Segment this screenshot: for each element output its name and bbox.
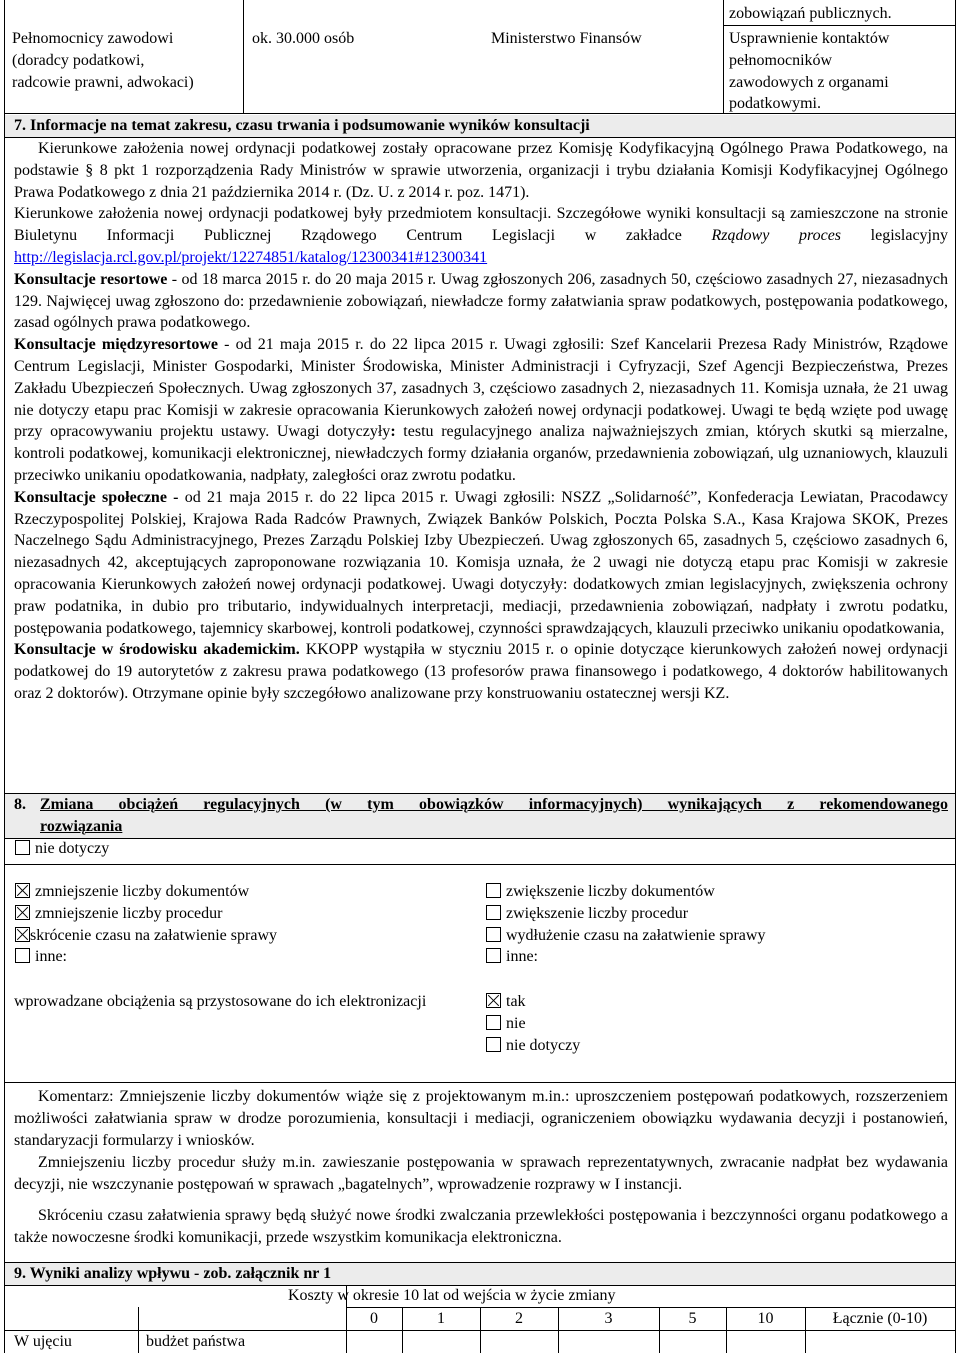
right-options — [486, 881, 765, 968]
text: - od 18 marca 2015 r. do 20 maja 2015 r. Uwag zgłoszonych 206, zasadnych 50, częściowo zasadnych 27, niezasadnych 129. Najwięcej uwag zgłoszono do: przedawnienie zobowiązań, niewładcze formy załatwiania spraw podatkowych, postępowania podatkowego, zasad ogólnych prawa podatkowego. — [14, 270, 949, 332]
nie-dotyczy-option[interactable] — [15, 838, 109, 860]
option-label: zwiększenie liczby procedur — [506, 904, 689, 922]
cell-line: pełnomocników — [729, 51, 833, 69]
option-row[interactable] — [486, 1035, 580, 1057]
section-7-body — [14, 138, 948, 705]
comment-paragraph: Zmniejszeniu liczby procedur służy m.in. zawieszanie postępowania w sprawach reprezentatywnych, zwracanie nadpłat bez wydawania decyzji, nie wszczynanie postępowań w sprawach „bagatelnych”, wprowadzenie rozprawy w I instancji. — [14, 1154, 948, 1194]
paragraph-results — [14, 203, 948, 268]
bold-label: Konsultacje w środowisku akademickim. — [14, 641, 300, 659]
table-cell-effect — [729, 28, 889, 115]
option-label: nie dotyczy — [506, 1036, 581, 1054]
option-label: zmniejszenie liczby dokumentów — [35, 883, 250, 900]
option-row[interactable] — [15, 903, 277, 925]
table-cell-count: ok. 30.000 osób — [252, 30, 355, 47]
checkbox-checked[interactable] — [15, 905, 30, 920]
checkbox[interactable] — [15, 948, 30, 963]
section-9-heading: 9. Wyniki analizy wpływu - zob. załącznik nr 1 — [5, 1263, 955, 1285]
option-row[interactable] — [15, 946, 277, 968]
text: - od 21 maja 2015 r. do 22 lipca 2015 r. Uwagi zgłosili: Szef Kancelarii Prezesa Rady Ministrów, Rządowe Centrum Legislacji, Minister Gospodarki, Minister Środowiska, Minister Administracji i Cyfryzacji, Szef Agencji Bezpieczeństwa, Prezes Zakładu Ubezpieczeń Społecznych. Uwag zgłoszonych 37, zasadnych 3, częściowo zasadnych 2, niezasadnych 11. Komisja uznała, że 21 uwag nie dotyczy etapu prac Komisji w zakresie opracowania Kierunkowych założeń nowej ordynacji podatkowej. Uwagi te będą wzięte pod uwagę przy opracowywaniu projektu ustawy. Uwagi dotyczyły — [14, 336, 949, 441]
option-row[interactable] — [486, 903, 765, 925]
option-label: zmniejszenie liczby procedur — [35, 904, 223, 922]
bip-link[interactable]: http://legislacja.rcl.gov.pl/projekt/12274851/katalog/12300341#12300341 — [14, 248, 488, 266]
checkbox[interactable] — [486, 948, 501, 963]
checkbox-checked[interactable] — [486, 993, 501, 1008]
section-7-heading: 7. Informacje na temat zakresu, czasu trwania i podsumowanie wyników konsultacji — [5, 115, 955, 137]
checkbox[interactable] — [486, 905, 501, 920]
divider — [4, 838, 956, 839]
bold-label: Konsultacje międzyresortowe — [14, 336, 219, 354]
option-label: inne: — [506, 948, 538, 966]
elektronizacja-label: wprowadzane obciążenia są przystosowane do ich elektronizacji — [14, 993, 427, 1010]
checkbox-checked[interactable] — [15, 883, 30, 898]
table-cell-stakeholder — [12, 28, 194, 93]
year-header: 1 — [437, 1310, 445, 1327]
checkbox[interactable] — [486, 1037, 501, 1052]
paragraph-intro: Kierunkowe założenia nowej ordynacji podatkowej zostały opracowane przez Komisję Kodyfikacyjną Ogólnego Prawa Podatkowego, na podstawie § 8 pkt 1 rozporządzenia Rady Ministrów w sprawie utworzenia, organizacji i trybu działania Komisji Kodyfikacyjnej Ogólnego Prawa Podatkowego z dnia 21 października 2014 r. (Dz. U. z 2014 r. poz. 1471). — [14, 140, 948, 201]
option-row[interactable] — [486, 925, 765, 947]
table-divider — [243, 0, 244, 113]
year-header: 3 — [604, 1310, 613, 1327]
title-line: Zmiana obciążeń regulacyjnych (w tym obowiązków informacyjnych) wynikających z rekomendowanego — [40, 796, 948, 813]
komentarz — [14, 1086, 948, 1249]
option-row[interactable] — [486, 991, 580, 1013]
left-options — [15, 881, 277, 968]
title-line: rozwiązania — [40, 817, 123, 835]
option-row[interactable] — [15, 881, 277, 903]
table-cell-source: Ministerstwo Finansów — [491, 30, 642, 47]
year-header: 10 — [757, 1310, 774, 1327]
option-row[interactable] — [486, 1013, 580, 1035]
checkbox[interactable] — [486, 927, 501, 942]
option-label: skrócenie czasu na załatwienie sprawy — [30, 926, 277, 944]
option-row[interactable] — [486, 946, 765, 968]
costs-header: Koszty w okresie 10 lat od wejścia w życie zmiany — [288, 1287, 616, 1304]
option-row[interactable] — [15, 925, 277, 947]
divider — [4, 864, 956, 865]
divider — [4, 1082, 956, 1083]
year-header: 0 — [370, 1310, 378, 1327]
option-label: inne: — [35, 948, 67, 966]
paragraph-spoleczne — [14, 487, 948, 640]
option-row[interactable] — [486, 881, 765, 903]
option-label: zwiększenie liczby dokumentów — [506, 883, 715, 900]
section-8-title — [40, 794, 948, 838]
row-label: budżet państwa — [146, 1333, 246, 1350]
text: legislacyjny — [841, 227, 948, 245]
paragraph-miedzyresort — [14, 334, 948, 487]
option-label: wydłużenie czasu na załatwienie sprawy — [506, 926, 766, 944]
option-label: nie dotyczy — [35, 840, 110, 857]
option-label: nie — [506, 1014, 526, 1032]
text: Kierunkowe założenia nowej ordynacji podatkowej były przedmiotem konsultacji. Szczegółowe wyniki konsultacji są zamieszczone na stronie Biuletynu Informacji Publicznej Rządowego Centrum Legislacji w zakładce — [14, 205, 948, 245]
text: testu regulacyjnego analiza najważniejszych zmian, których skutki są mierzalne, kontroli podatkowej, komunikacji elektronicznej, niewładczych formy działania organów, przedawnienia zobowiązań, ulg uznaniowych, klauzuli przeciwko unikaniu opodatkowania, nadpłaty, zaległości oraz zwrotu podatku. — [14, 423, 948, 484]
checkbox[interactable] — [486, 1015, 501, 1030]
paragraph-akademickie — [14, 639, 948, 704]
cell-line: (doradcy podatkowi, — [12, 51, 145, 69]
year-header: Łącznie (0-10) — [832, 1310, 928, 1327]
option-label: tak — [506, 993, 526, 1010]
checkbox[interactable] — [486, 883, 501, 898]
bold-colon: : — [390, 423, 396, 441]
italic-text: Rządowy proces — [711, 227, 842, 245]
cell-line: zawodowych z organami — [729, 73, 889, 91]
year-header: 2 — [515, 1310, 523, 1327]
table-divider — [723, 0, 724, 113]
section-8-number: 8. — [14, 796, 26, 813]
cell-line: podatkowymi. — [729, 95, 821, 113]
checkbox-checked[interactable] — [15, 927, 30, 942]
text: KKOPP wystąpiła w styczniu 2015 r. o opinie dotyczące kierunkowych założeń nowej ordynacji podatkowej do 19 autorytetów z zakresu prawa podatkowego (13 profesorów prawa finansowego i podatkowego, 4 doktorów habilitowanych oraz 2 doktorów). Otrzymane opinie były szczegółowo analizowane przy konstruowaniu ostatecznej wersji KZ. — [14, 641, 949, 702]
checkbox[interactable] — [15, 840, 30, 855]
bold-label: Konsultacje resortowe — [14, 270, 168, 288]
table-divider — [723, 25, 956, 26]
year-header: 5 — [688, 1310, 697, 1327]
comment-paragraph: Komentarz: Zmniejszenie liczby dokumentów wiąże się z projektowanym m.in.: uproszczeniem postępowań podatkowych, rozszerzeniem możliwości załatwiania spraw w drodze porozumienia, konsultacji i mediacji, ograniczeniem obowiązku wydawania decyzji i postanowień, standaryzacji formularzy i wniosków. — [14, 1088, 948, 1149]
cell-line: radcowie prawni, adwokaci) — [12, 73, 194, 91]
cell-line: Usprawnienie kontaktów — [729, 30, 890, 47]
bold-label: Konsultacje społeczne - — [14, 488, 179, 506]
table-cell-continued: zobowiązań publicznych. — [729, 5, 892, 22]
elektronizacja-options — [486, 991, 580, 1056]
paragraph-resort — [14, 269, 948, 334]
text: od 21 maja 2015 r. do 22 lipca 2015 r. Uwagi zgłosili: NSZZ „Solidarność”, Konfederacja Lewiatan, Pracodawcy Rzeczypospolitej Polskiej, Krajowa Rada Radców Prawnych, Związek Banków Polskich, Poczta Polska S.A., Kasa Krajowa SKOK, Prezes Naczelnego Sądu Administracyjnego, Prezes Zarządu Polskiej Izby Ubezpieczeń. Uwag zgłoszonych 65, zasadnych 5, częściowo zasadnych 6, niezasadnych 42, akceptujących zaproponowane rozwiązania 10. Komisja uznała, że 2 uwagi nie dotyczą etapu prac Komisji w zakresie opracowania Kierunkowych założeń nowej ordynacji podatkowej. Uwagi dotyczyły: dodatkowych zmian legislacyjnych, zwiększenia ochrony praw podatnika, in dubio pro tributario, indywidualnych interpretacji, mediacji, przedawnienia zobowiązań, nadpłaty i zwrotu podatku, postępowania podatkowego, tajemnicy skarbowej, kontroli podatkowej, czynności sprawdzających, klauzuli przeciwko unikaniu opodatkowania, — [14, 488, 948, 637]
comment-paragraph: Skróceniu czasu załatwienia sprawy będą służyć nowe środki zwalczania przewlekłości postępowania i bezczynności organu podatkowego a także nowoczesne środki komunikacji, przede wszystkim komunikacja elektroniczna. — [14, 1206, 948, 1246]
cell-line: Pełnomocnicy zawodowi — [12, 30, 174, 47]
row-label: W ujęciu — [14, 1333, 72, 1350]
